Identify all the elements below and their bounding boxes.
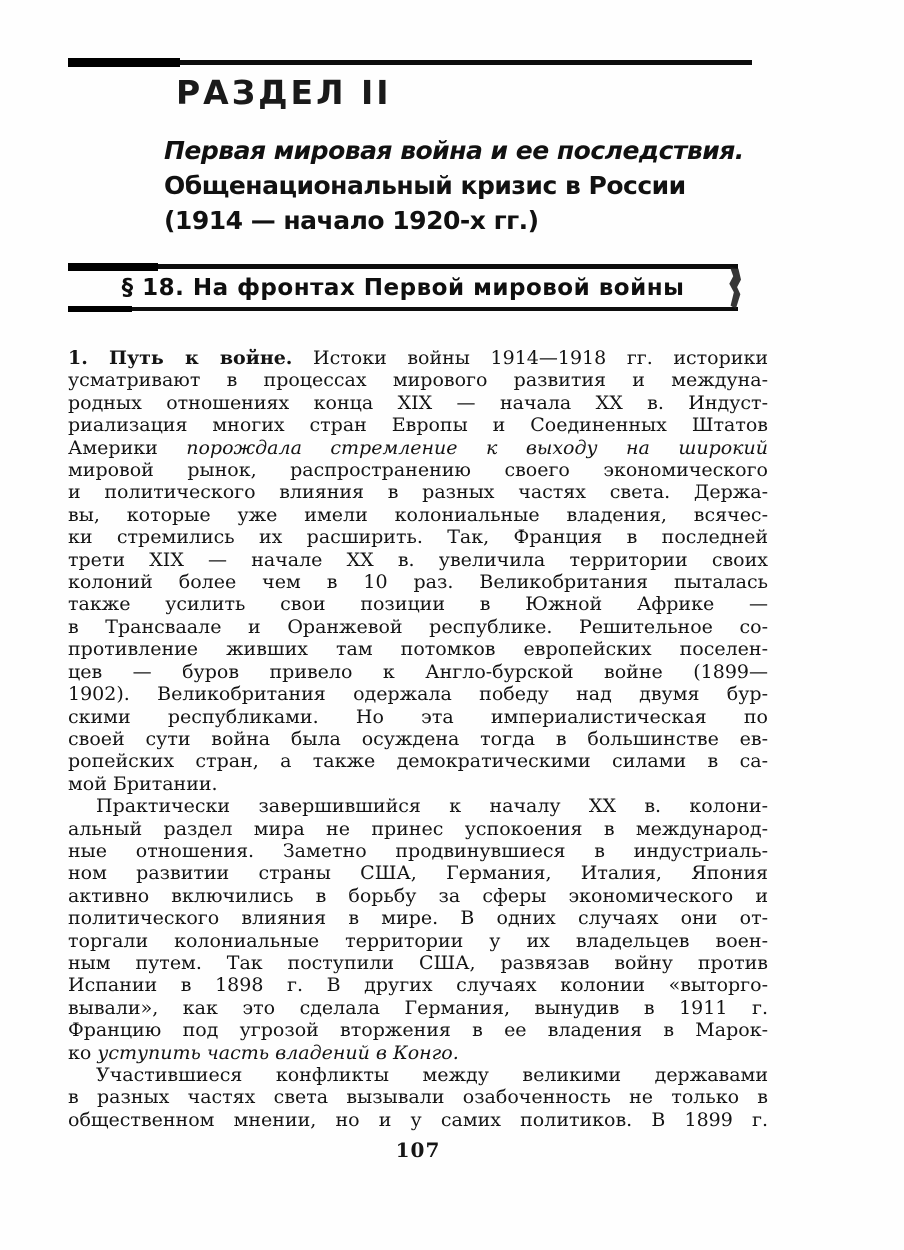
text-run: Практически завершившийся к началу XX в. колони- [96, 795, 768, 818]
paragraph [68, 1064, 768, 1131]
body-line [68, 1064, 768, 1086]
body-line [68, 1109, 768, 1131]
page-number: 107 [395, 1138, 441, 1163]
subtitle-line-1: Первая мировая война и ее последствия. [164, 136, 744, 165]
text-run: альный раздел мира не принес успокоения в международ- [68, 817, 768, 840]
text-run: активно включились в борьбу за сферы экономического и [68, 884, 768, 907]
text-run: в Трансваале и Оранжевой республике. Решительное со- [68, 615, 768, 638]
top-rule-thick-segment [68, 58, 180, 67]
body-line [68, 526, 768, 548]
text-run: ко [68, 1041, 98, 1064]
text-run: Истоки войны 1914—1918 гг. историки [292, 347, 768, 369]
text-run: ные отношения. Заметно продвинувшиеся в индустриаль- [68, 839, 768, 862]
body-line [68, 392, 768, 414]
body-line [68, 616, 768, 638]
text-run: Испании в 1898 г. В других случаях колонии «выторго- [68, 974, 768, 997]
body-line [68, 952, 768, 974]
chapter-heading-band [68, 264, 738, 311]
subtitle-line-3: (1914 — начало 1920-х гг.) [164, 206, 539, 235]
subtitle-line-2: Общенациональный кризис в России [164, 171, 686, 200]
body-line [68, 795, 768, 817]
body-line [68, 437, 768, 459]
body-line [68, 750, 768, 772]
band-rule-top [68, 264, 738, 269]
text-run: мировой рынок, распространению своего экономического [68, 459, 768, 482]
text-run: родных отношениях конца XIX — начала XX в. Индуст- [68, 391, 768, 414]
body-line [68, 728, 768, 750]
body-line [68, 414, 768, 436]
body-line [68, 706, 768, 728]
text-run: своей сути война была осуждена тогда в большинстве ев- [68, 727, 768, 750]
band-rule-bottom-thick-segment [68, 306, 132, 312]
body-line [68, 504, 768, 526]
text-run: и политического влияния в разных частях света. Держа- [68, 481, 768, 504]
bold-run: 1. Путь к войне. [68, 347, 293, 369]
body-line [68, 347, 768, 369]
text-run: ным путем. Так поступили США, развязав войну против [68, 951, 768, 974]
text-run: цев — буров привело к Англо-бурской войне (1899— [68, 660, 768, 683]
body-line [68, 840, 768, 862]
text-run: колоний более чем в 10 раз. Великобритания пыталась [68, 571, 768, 594]
text-run: ки стремились их расширить. Так, Франция в последней [68, 526, 768, 549]
body-line [68, 862, 768, 884]
body-text [68, 347, 768, 1131]
band-rule-bottom [68, 307, 738, 311]
body-line [68, 818, 768, 840]
text-run: ном развитии страны США, Германия, Италия, Япония [68, 862, 768, 885]
body-line [68, 885, 768, 907]
text-run: мой Британии. [68, 772, 218, 795]
text-run: Америки [68, 436, 187, 459]
body-line [68, 997, 768, 1019]
body-line [68, 661, 768, 683]
section-subtitle [164, 133, 904, 238]
top-rule [68, 60, 752, 65]
text-run: усматривают в процессах мирового развития и междуна- [68, 369, 768, 392]
text-run: вывали», как это сделала Германия, вынудив в 1911 г. [68, 996, 768, 1019]
text-run: также усилить свои позиции в Южной Африке — [68, 593, 768, 616]
body-line [68, 549, 768, 571]
text-run: 1902). Великобритания одержала победу над двумя бур- [68, 683, 768, 706]
text-run: общественном мнении, но и у самих политиков. В 1899 г. [68, 1108, 768, 1131]
band-rule-top-thick-segment [68, 263, 158, 271]
text-run: риализация многих стран Европы и Соединенных Штатов [68, 414, 768, 437]
text-run: политического влияния в мире. В одних случаях они от- [68, 907, 768, 930]
body-line [68, 1086, 768, 1108]
text-run: трети XIX — начале XX в. увеличила территории своих [68, 548, 768, 571]
body-line [68, 571, 768, 593]
text-run: ропейских стран, а также демократическими силами в са- [68, 750, 768, 773]
body-line [68, 481, 768, 503]
body-line [68, 683, 768, 705]
italic-run: порождала стремление к выходу на широкий [186, 436, 768, 459]
paragraph [68, 347, 768, 795]
text-run: вы, которые уже имели колониальные владения, всячес- [68, 503, 768, 526]
body-line [68, 930, 768, 952]
text-run: противление живших там потомков европейских поселен- [68, 638, 768, 661]
body-line [68, 369, 768, 391]
body-line [68, 773, 768, 795]
section-label: РАЗДЕЛ II [176, 73, 392, 112]
text-run: Участившиеся конфликты между великими державами [96, 1064, 768, 1086]
text-run: Францию под угрозой вторжения в ее владения в Марок- [68, 1019, 768, 1042]
text-run: торгали колониальные территории у их владельцев воен- [68, 929, 768, 952]
text-run: скими республиками. Но эта империалистическая по [68, 705, 768, 728]
body-line [68, 1019, 768, 1041]
paragraph [68, 795, 768, 1064]
body-line [68, 907, 768, 929]
body-line [68, 638, 768, 660]
text-run: в разных частях света вызывали озабоченность не только в [68, 1086, 768, 1109]
chapter-heading: § 18. На фронтах Первой мировой войны [121, 275, 685, 301]
body-line [68, 974, 768, 996]
italic-run: уступить часть владений в Конго. [97, 1041, 459, 1064]
body-line [68, 593, 768, 615]
body-line [68, 1042, 768, 1064]
body-line [68, 459, 768, 481]
